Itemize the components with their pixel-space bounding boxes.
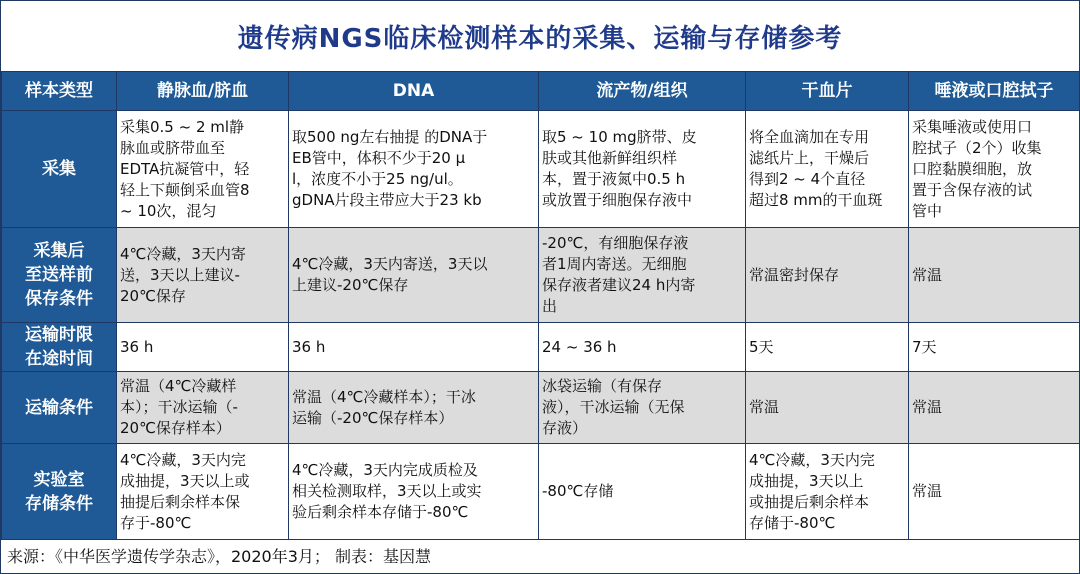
column-header: 流产物/组织 [539,72,746,111]
row-header: 实验室 存储条件 [2,444,117,540]
table-cell: 24 ~ 36 h [539,323,746,372]
table-row [2,444,1080,540]
table-row [2,323,1080,372]
column-header: 唾液或口腔拭子 [909,72,1080,111]
table-cell: 常温 [909,444,1080,540]
column-header: DNA [289,72,539,111]
row-header: 运输条件 [2,372,117,444]
table-cell: 将全血滴加在专用 滤纸片上，干燥后 得到2 ~ 4个直径 超过8 mm的干血斑 [746,111,909,228]
source-footnote: 来源：《中华医学遗传学杂志》，2020年3月； 制表：基因慧 [7,547,431,566]
table-row [2,228,1080,323]
table-cell: -80℃存储 [539,444,746,540]
sample-table [1,71,1080,540]
table-cell: -20℃，有细胞保存液 者1周内寄送。无细胞 保存液者建议24 h内寄 出 [539,228,746,323]
table-cell: 采集0.5 ~ 2 ml静 脉血或脐带血至 EDTA抗凝管中，轻 轻上下颠倒采血管8 ~ 10次，混匀 [117,111,289,228]
table-cell: 常温（4℃冷藏样 本）；干冰运输（- 20℃保存样本） [117,372,289,444]
table-cell: 取500 ng左右抽提 的DNA于 EB管中，体积不少于20 μ l，浓度不小于25 ng/ul。 gDNA片段主带应大于23 kb [289,111,539,228]
table-cell: 常温密封保存 [746,228,909,323]
column-header: 干血片 [746,72,909,111]
table-cell: 4℃冷藏，3天内寄 送，3天以上建议- 20℃保存 [117,228,289,323]
table-cell: 36 h [117,323,289,372]
table-cell: 4℃冷藏，3天内完成质检及 相关检测取样，3天以上或实 验后剩余样本存储于-80℃ [289,444,539,540]
table-cell: 5天 [746,323,909,372]
row-header: 运输时限 在途时间 [2,323,117,372]
table-cell: 36 h [289,323,539,372]
table-cell: 7天 [909,323,1080,372]
table-row [2,111,1080,228]
table-cell: 常温（4℃冷藏样本）；干冰 运输（-20℃保存样本） [289,372,539,444]
table-cell: 4℃冷藏，3天内完 成抽提，3天以上 或抽提后剩余样本 存储于-80℃ [746,444,909,540]
table-cell: 4℃冷藏，3天内寄送，3天以 上建议-20℃保存 [289,228,539,323]
table-cell: 常温 [909,228,1080,323]
row-header: 采集后 至送样前 保存条件 [2,228,117,323]
table-cell: 常温 [746,372,909,444]
header-row [2,72,1080,111]
table-cell: 取5 ~ 10 mg脐带、皮 肤或其他新鲜组织样 本，置于液氮中0.5 h 或放置于细胞保存液中 [539,111,746,228]
table-row [2,372,1080,444]
table-cell: 冰袋运输（有保存 液），干冰运输（无保 存液） [539,372,746,444]
table-cell: 采集唾液或使用口 腔拭子（2个）收集 口腔黏膜细胞，放 置于含保存液的试 管中 [909,111,1080,228]
column-header: 静脉血/脐血 [117,72,289,111]
table-cell: 4℃冷藏，3天内完 成抽提，3天以上或 抽提后剩余样本保 存于-80℃ [117,444,289,540]
table-cell: 常温 [909,372,1080,444]
row-header: 采集 [2,111,117,228]
page-title: 遗传病NGS临床检测样本的采集、运输与存储参考 [1,1,1079,73]
column-header: 样本类型 [2,72,117,111]
